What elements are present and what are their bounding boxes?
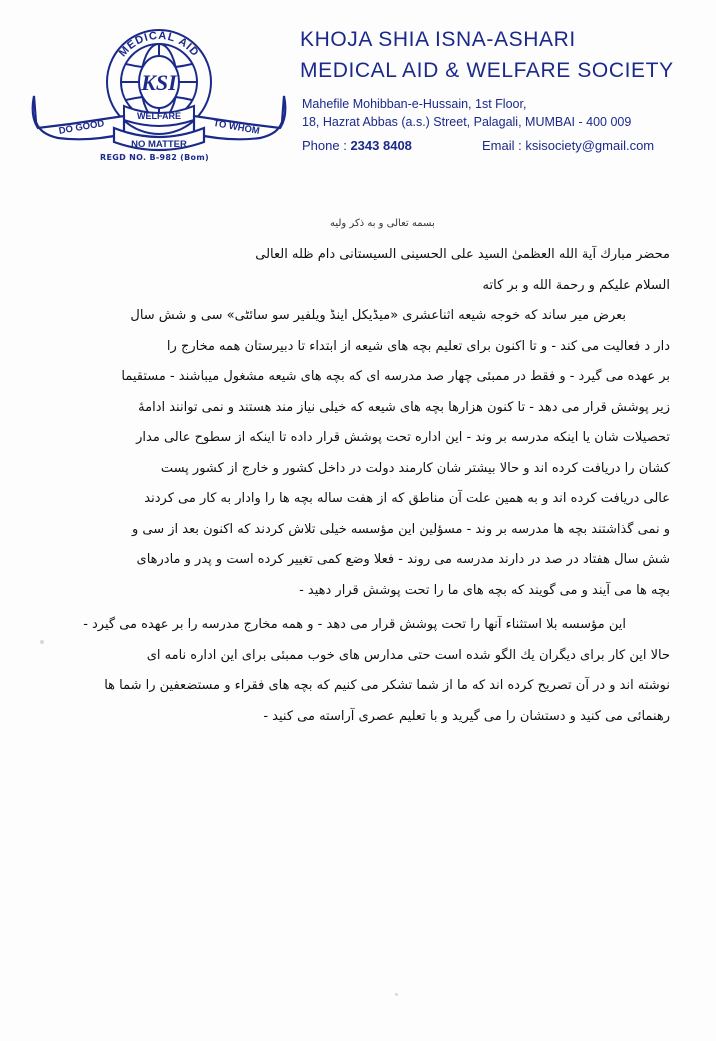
email-address: ksisociety@gmail.com — [525, 138, 655, 153]
body-line: نوشته اند و در آن تصريح كرده اند كه ما از شما تشكر می كنيم كه بچه های فقراء و مستضعفين را شما ها — [104, 678, 670, 693]
scan-speck — [40, 640, 44, 644]
email-label: Email : — [482, 138, 522, 153]
logo-arc-text: MEDICAL AID — [116, 29, 202, 60]
logo-band-text: WELFARE — [137, 111, 181, 121]
org-name-line-1: KHOJA SHIA ISNA-ASHARI — [300, 28, 576, 51]
body-line: بعرض مير ساند كه خوجه شيعه اثناعشری «ميڈيكل اينڈ ويلفير سو سائٹی» سی و شش سال — [130, 308, 626, 323]
body-line: تحصيلات شان يا اينكه مدرسه بر وند - اين اداره تحت پوشش قرار داده تا اينكه از سطوح عالی مدار — [136, 430, 670, 445]
email — [482, 138, 654, 153]
body-line: شش سال هفتاد در صد در دارند مدرسه می روند - فعلا وضع كمی تغيير كرده است و پدر و مادرهای — [136, 552, 670, 567]
address — [302, 95, 631, 131]
org-name-line-2: MEDICAL AID & WELFARE SOCIETY — [300, 59, 674, 82]
scan-speck — [395, 993, 398, 996]
address-line-2: 18, Hazrat Abbas (a.s.) Street, Palagali, MUMBAI - 400 009 — [302, 115, 632, 129]
greeting-line: السلام عليكم و رحمة الله و بر كاته — [482, 277, 670, 293]
phone — [302, 138, 412, 153]
letter-body — [80, 240, 670, 732]
body-line: رهنمائی می كنيد و دستشان را می گيريد و با تعليم عصری آراسته می كنيد - — [263, 708, 670, 724]
logo-motto-right: TO WHOM — [212, 118, 261, 138]
phone-number: 2343 8408 — [350, 138, 412, 153]
body-line: بچه ها می آيند و می گويند كه بچه های ما را تحت پوشش قرار دهيد - — [299, 582, 670, 598]
logo-motto-bottom: NO MATTER — [131, 139, 187, 150]
organization-name — [300, 24, 674, 86]
body-line: و نمی گذاشتند بچه ها مدرسه بر وند - مسؤلين اين مؤسسه خيلی تلاش كردند كه اكنون بعد از سی و — [131, 521, 670, 537]
salutation-line: محضر مبارك آية الله العظمیٰ السيد علی الحسينی السيستانی دام ظله العالی — [255, 247, 670, 262]
body-line: عالی دريافت كرده اند و به همين علت آن مناطق كه از هفت ساله بچه ها را وادار به كار می كردند — [144, 491, 670, 506]
logo-motto-left: DO GOOD — [57, 118, 106, 137]
body-line: كشان را دريافت كرده اند و حالا بيشتر شان كارمند دولت در داخل كشور و خارج از كشور پست — [160, 460, 670, 476]
body-line: زير پوشش قرار می دهد - تا كنون هزارها بچه های شيعه كه خيلی نياز مند هستند و نمی توانند ادامهٔ — [138, 399, 670, 415]
society-logo — [28, 24, 290, 174]
phone-label: Phone : — [302, 138, 347, 153]
body-line: بر عهده می گيرد - و فقط در ممبئی چهار صد مدرسه ای كه بچه های شيعه مشغول ميباشند - مستقيما — [121, 369, 670, 384]
address-line-1: Mahefile Mohibban-e-Hussain, 1st Floor, — [302, 97, 527, 111]
logo-monogram: KSI — [141, 70, 177, 95]
body-line: اين مؤسسه بلا استثناء آنها را تحت پوشش قرار می دهد - و همه مخارج مدرسه را بر عهده می گيرد - — [83, 617, 626, 632]
bismillah: بسمه تعالی و به ذکر ولیه — [330, 218, 435, 229]
registration-number: REGD NO. B-982 (Bom) — [100, 153, 209, 162]
body-line: حالا اين كار برای ديگران يك الگو شده است حتی مدارس های خوب ممبئی برای اين اداره نامه ای — [146, 647, 670, 663]
body-line: دار د فعاليت می كند - و تا اكنون برای تعليم بچه های شيعه از ابتداء تا دبيرستان همه مخارج را — [166, 338, 670, 354]
